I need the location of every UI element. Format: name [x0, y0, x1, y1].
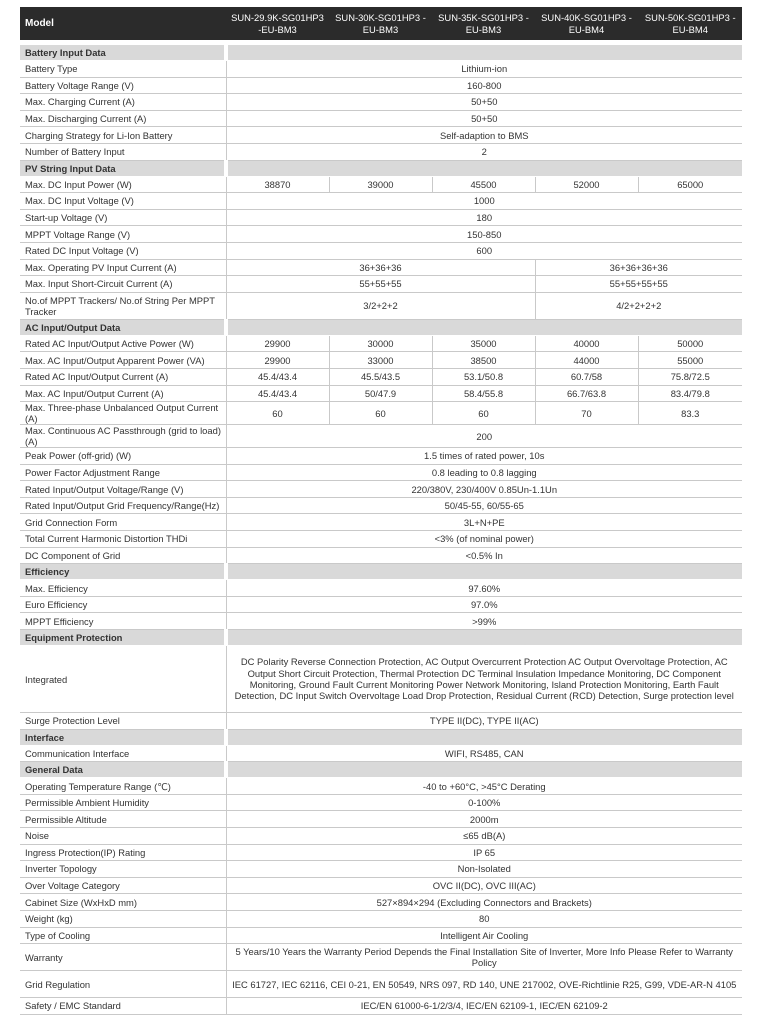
section-header [20, 630, 742, 646]
spec-row [20, 448, 742, 465]
spec-value: IP 65 [226, 844, 742, 861]
spec-value: 55+55+55+55 [535, 276, 742, 293]
spec-row [20, 794, 742, 811]
section-header [20, 160, 742, 176]
spec-label: Max. Discharging Current (A) [20, 110, 226, 127]
spec-value: -40 to +60°C, >45°C Derating [226, 778, 742, 795]
section-title: Equipment Protection [20, 630, 226, 646]
spec-value: 5 Years/10 Years the Warranty Period Depends the Final Installation Site of Inverter, More Info Please Refer to Warranty Policy [226, 944, 742, 971]
spec-label: Noise [20, 828, 226, 845]
spec-value: <0.5% In [226, 547, 742, 564]
spec-value: 29900 [226, 352, 329, 369]
spec-value: 39000 [329, 176, 432, 193]
section-header [20, 45, 742, 61]
section-band [226, 160, 742, 176]
spec-value: 83.4/79.8 [638, 385, 742, 402]
model-header-label: Model [20, 7, 226, 40]
spec-value: 45.5/43.5 [329, 368, 432, 385]
section-title: Interface [20, 729, 226, 745]
spec-value: <3% (of nominal power) [226, 531, 742, 548]
spec-label: Permissible Ambient Humidity [20, 794, 226, 811]
spec-label: Max. Efficiency [20, 580, 226, 597]
spec-row [20, 861, 742, 878]
spec-value: 60 [329, 402, 432, 425]
model-name: SUN-40K-SG01HP3 -EU-BM4 [535, 7, 638, 40]
spec-row [20, 596, 742, 613]
spec-label: Power Factor Adjustment Range [20, 464, 226, 481]
spec-value: 52000 [535, 176, 638, 193]
spec-row [20, 998, 742, 1015]
spec-row [20, 944, 742, 971]
spec-row [20, 385, 742, 402]
section-band [226, 319, 742, 335]
spec-value: 527×894×294 (Excluding Connectors and Brackets) [226, 894, 742, 911]
spec-label: Max. DC Input Power (W) [20, 176, 226, 193]
spec-value: 55000 [638, 352, 742, 369]
spec-value: 1.5 times of rated power, 10s [226, 448, 742, 465]
spec-row [20, 292, 742, 319]
model-header-row [20, 7, 742, 40]
spec-value: 55+55+55 [226, 276, 535, 293]
spec-value: 150-850 [226, 226, 742, 243]
spec-value: 50/47.9 [329, 385, 432, 402]
spec-value: 97.0% [226, 596, 742, 613]
spec-row [20, 127, 742, 144]
spec-value: TYPE II(DC), TYPE II(AC) [226, 713, 742, 730]
spec-row [20, 259, 742, 276]
spec-row [20, 481, 742, 498]
section-title: PV String Input Data [20, 160, 226, 176]
spec-label: Over Voltage Category [20, 877, 226, 894]
spec-row [20, 828, 742, 845]
spec-value: OVC II(DC), OVC III(AC) [226, 877, 742, 894]
spec-row [20, 646, 742, 713]
spec-label: Surge Protection Level [20, 713, 226, 730]
section-title: Battery Input Data [20, 45, 226, 61]
spec-label: No.of MPPT Trackers/ No.of String Per MPPT Tracker [20, 292, 226, 319]
spec-value: Non-Isolated [226, 861, 742, 878]
model-name: SUN-30K-SG01HP3 -EU-BM3 [329, 7, 432, 40]
spec-label: Number of Battery Input [20, 143, 226, 160]
spec-value: 50+50 [226, 110, 742, 127]
spec-value: 58.4/55.8 [432, 385, 535, 402]
spec-row [20, 94, 742, 111]
spec-label: Start-up Voltage (V) [20, 209, 226, 226]
spec-value: 45500 [432, 176, 535, 193]
spec-value: 60.7/58 [535, 368, 638, 385]
section-title: AC Input/Output Data [20, 319, 226, 335]
spec-label: Cabinet Size (WxHxD mm) [20, 894, 226, 911]
spec-row [20, 464, 742, 481]
spec-row [20, 425, 742, 448]
spec-row [20, 110, 742, 127]
section-header [20, 762, 742, 778]
spec-row [20, 77, 742, 94]
spec-value: 0-100% [226, 794, 742, 811]
spec-label: Battery Type [20, 61, 226, 78]
spec-value: DC Polarity Reverse Connection Protection, AC Output Overcurrent Protection AC Output Overvoltage Protection, AC Output Short Circuit Protection, Thermal Protection DC Terminal Insulation Impedance Monitoring, DC Component Monitoring, Ground Fault Current Monitoring Power Network Monitoring, Island Protection Monitoring, Earth Fault Detection, DC Input Switch Overvoltage Load Drop Protection, Residual Current (RCD) Detection, Surge protection level [226, 646, 742, 713]
spec-row [20, 877, 742, 894]
section-band [226, 630, 742, 646]
spec-label: Rated DC Input Voltage (V) [20, 242, 226, 259]
spec-label: Max. Input Short-Circuit Current (A) [20, 276, 226, 293]
spec-value: 45.4/43.4 [226, 368, 329, 385]
spec-row [20, 927, 742, 944]
spec-value: 29900 [226, 335, 329, 352]
spec-row [20, 971, 742, 998]
spec-label: Rated AC Input/Output Current (A) [20, 368, 226, 385]
spec-row [20, 713, 742, 730]
spec-value: 220/380V, 230/400V 0.85Un-1.1Un [226, 481, 742, 498]
spec-value: 60 [226, 402, 329, 425]
spec-value: 180 [226, 209, 742, 226]
spec-label: Charging Strategy for Li-Ion Battery [20, 127, 226, 144]
spec-label: Max. DC Input Voltage (V) [20, 193, 226, 210]
spec-row [20, 368, 742, 385]
spec-value: Lithium-ion [226, 61, 742, 78]
spec-value: 36+36+36+36 [535, 259, 742, 276]
spec-row [20, 352, 742, 369]
spec-value: 35000 [432, 335, 535, 352]
spec-value: 66.7/63.8 [535, 385, 638, 402]
model-name: SUN-50K-SG01HP3 -EU-BM4 [638, 7, 742, 40]
spec-value: 200 [226, 425, 742, 448]
spec-value: 3L+N+PE [226, 514, 742, 531]
spec-value: 70 [535, 402, 638, 425]
section-band [226, 762, 742, 778]
spec-label: Battery Voltage Range (V) [20, 77, 226, 94]
spec-label: Inverter Topology [20, 861, 226, 878]
spec-label: Max. AC Input/Output Apparent Power (VA) [20, 352, 226, 369]
spec-row [20, 811, 742, 828]
section-title: General Data [20, 762, 226, 778]
model-name: SUN-29.9K-SG01HP3 -EU-BM3 [226, 7, 329, 40]
spec-value: WIFI, RS485, CAN [226, 745, 742, 762]
spec-label: Integrated [20, 646, 226, 713]
spec-value: 40000 [535, 335, 638, 352]
spec-value: Self-adaption to BMS [226, 127, 742, 144]
spec-row [20, 844, 742, 861]
spec-value: 36+36+36 [226, 259, 535, 276]
spec-value: 97.60% [226, 580, 742, 597]
spec-value: 44000 [535, 352, 638, 369]
spec-label: Warranty [20, 944, 226, 971]
spec-row [20, 209, 742, 226]
section-band [226, 729, 742, 745]
spec-value: ≤65 dB(A) [226, 828, 742, 845]
spec-table [20, 7, 742, 1015]
spec-label: Euro Efficiency [20, 596, 226, 613]
spec-label: Rated AC Input/Output Active Power (W) [20, 335, 226, 352]
spec-value: 60 [432, 402, 535, 425]
spec-value: 30000 [329, 335, 432, 352]
spec-label: Communication Interface [20, 745, 226, 762]
spec-label: Max. Operating PV Input Current (A) [20, 259, 226, 276]
section-header [20, 729, 742, 745]
spec-row [20, 514, 742, 531]
spec-label: Operating Temperature Range (℃) [20, 778, 226, 795]
spec-label: Safety / EMC Standard [20, 998, 226, 1015]
spec-row [20, 745, 742, 762]
spec-value: 53.1/50.8 [432, 368, 535, 385]
spec-row [20, 910, 742, 927]
spec-value: 75.8/72.5 [638, 368, 742, 385]
spec-value: 65000 [638, 176, 742, 193]
spec-value: 50/45-55, 60/55-65 [226, 497, 742, 514]
spec-row [20, 61, 742, 78]
spec-value: IEC 61727, IEC 62116, CEI 0-21, EN 50549, NRS 097, RD 140, UNE 217002, OVE-Richtlinie R25, G99, VDE-AR-N 4105 [226, 971, 742, 998]
spec-label: Weight (kg) [20, 910, 226, 927]
spec-label: DC Component of Grid [20, 547, 226, 564]
spec-label: Total Current Harmonic Distortion THDi [20, 531, 226, 548]
spec-value: 3/2+2+2 [226, 292, 535, 319]
spec-value: 1000 [226, 193, 742, 210]
spec-label: Permissible Altitude [20, 811, 226, 828]
spec-label: Rated Input/Output Grid Frequency/Range(Hz) [20, 497, 226, 514]
spec-value: 50000 [638, 335, 742, 352]
section-band [226, 45, 742, 61]
spec-row [20, 894, 742, 911]
spec-row [20, 242, 742, 259]
section-title: Efficiency [20, 564, 226, 580]
spec-row [20, 276, 742, 293]
spec-row [20, 497, 742, 514]
spec-label: Type of Cooling [20, 927, 226, 944]
spec-value: 83.3 [638, 402, 742, 425]
spec-row [20, 226, 742, 243]
spec-value: IEC/EN 61000-6-1/2/3/4, IEC/EN 62109-1, IEC/EN 62109-2 [226, 998, 742, 1015]
spec-value: 600 [226, 242, 742, 259]
spec-row [20, 143, 742, 160]
spec-row [20, 335, 742, 352]
spec-row [20, 402, 742, 425]
spec-label: Rated Input/Output Voltage/Range (V) [20, 481, 226, 498]
section-header [20, 319, 742, 335]
spec-value: >99% [226, 613, 742, 630]
spec-value: 2 [226, 143, 742, 160]
spec-table-body [20, 7, 742, 1014]
spec-row [20, 580, 742, 597]
spec-label: Grid Regulation [20, 971, 226, 998]
spec-value: 2000m [226, 811, 742, 828]
spec-label: Max. AC Input/Output Current (A) [20, 385, 226, 402]
section-header [20, 564, 742, 580]
spec-value: 50+50 [226, 94, 742, 111]
spec-value: 160-800 [226, 77, 742, 94]
spec-label: Max. Continuous AC Passthrough (grid to load) (A) [20, 425, 226, 448]
section-band [226, 564, 742, 580]
spec-label: Peak Power (off-grid) (W) [20, 448, 226, 465]
spec-row [20, 531, 742, 548]
spec-value: 38870 [226, 176, 329, 193]
spec-value: 80 [226, 910, 742, 927]
spec-label: MPPT Efficiency [20, 613, 226, 630]
spec-row [20, 778, 742, 795]
spec-value: 38500 [432, 352, 535, 369]
spec-row [20, 193, 742, 210]
spec-value: Intelligent Air Cooling [226, 927, 742, 944]
spec-label: Ingress Protection(IP) Rating [20, 844, 226, 861]
spec-label: MPPT Voltage Range (V) [20, 226, 226, 243]
spec-value: 4/2+2+2+2 [535, 292, 742, 319]
spec-row [20, 547, 742, 564]
spec-sheet [20, 7, 742, 1015]
spec-label: Max. Charging Current (A) [20, 94, 226, 111]
spec-row [20, 176, 742, 193]
spec-value: 45.4/43.4 [226, 385, 329, 402]
spec-row [20, 613, 742, 630]
model-name: SUN-35K-SG01HP3 -EU-BM3 [432, 7, 535, 40]
spec-label: Max. Three-phase Unbalanced Output Current (A) [20, 402, 226, 425]
spec-value: 33000 [329, 352, 432, 369]
spec-value: 0.8 leading to 0.8 lagging [226, 464, 742, 481]
spec-label: Grid Connection Form [20, 514, 226, 531]
